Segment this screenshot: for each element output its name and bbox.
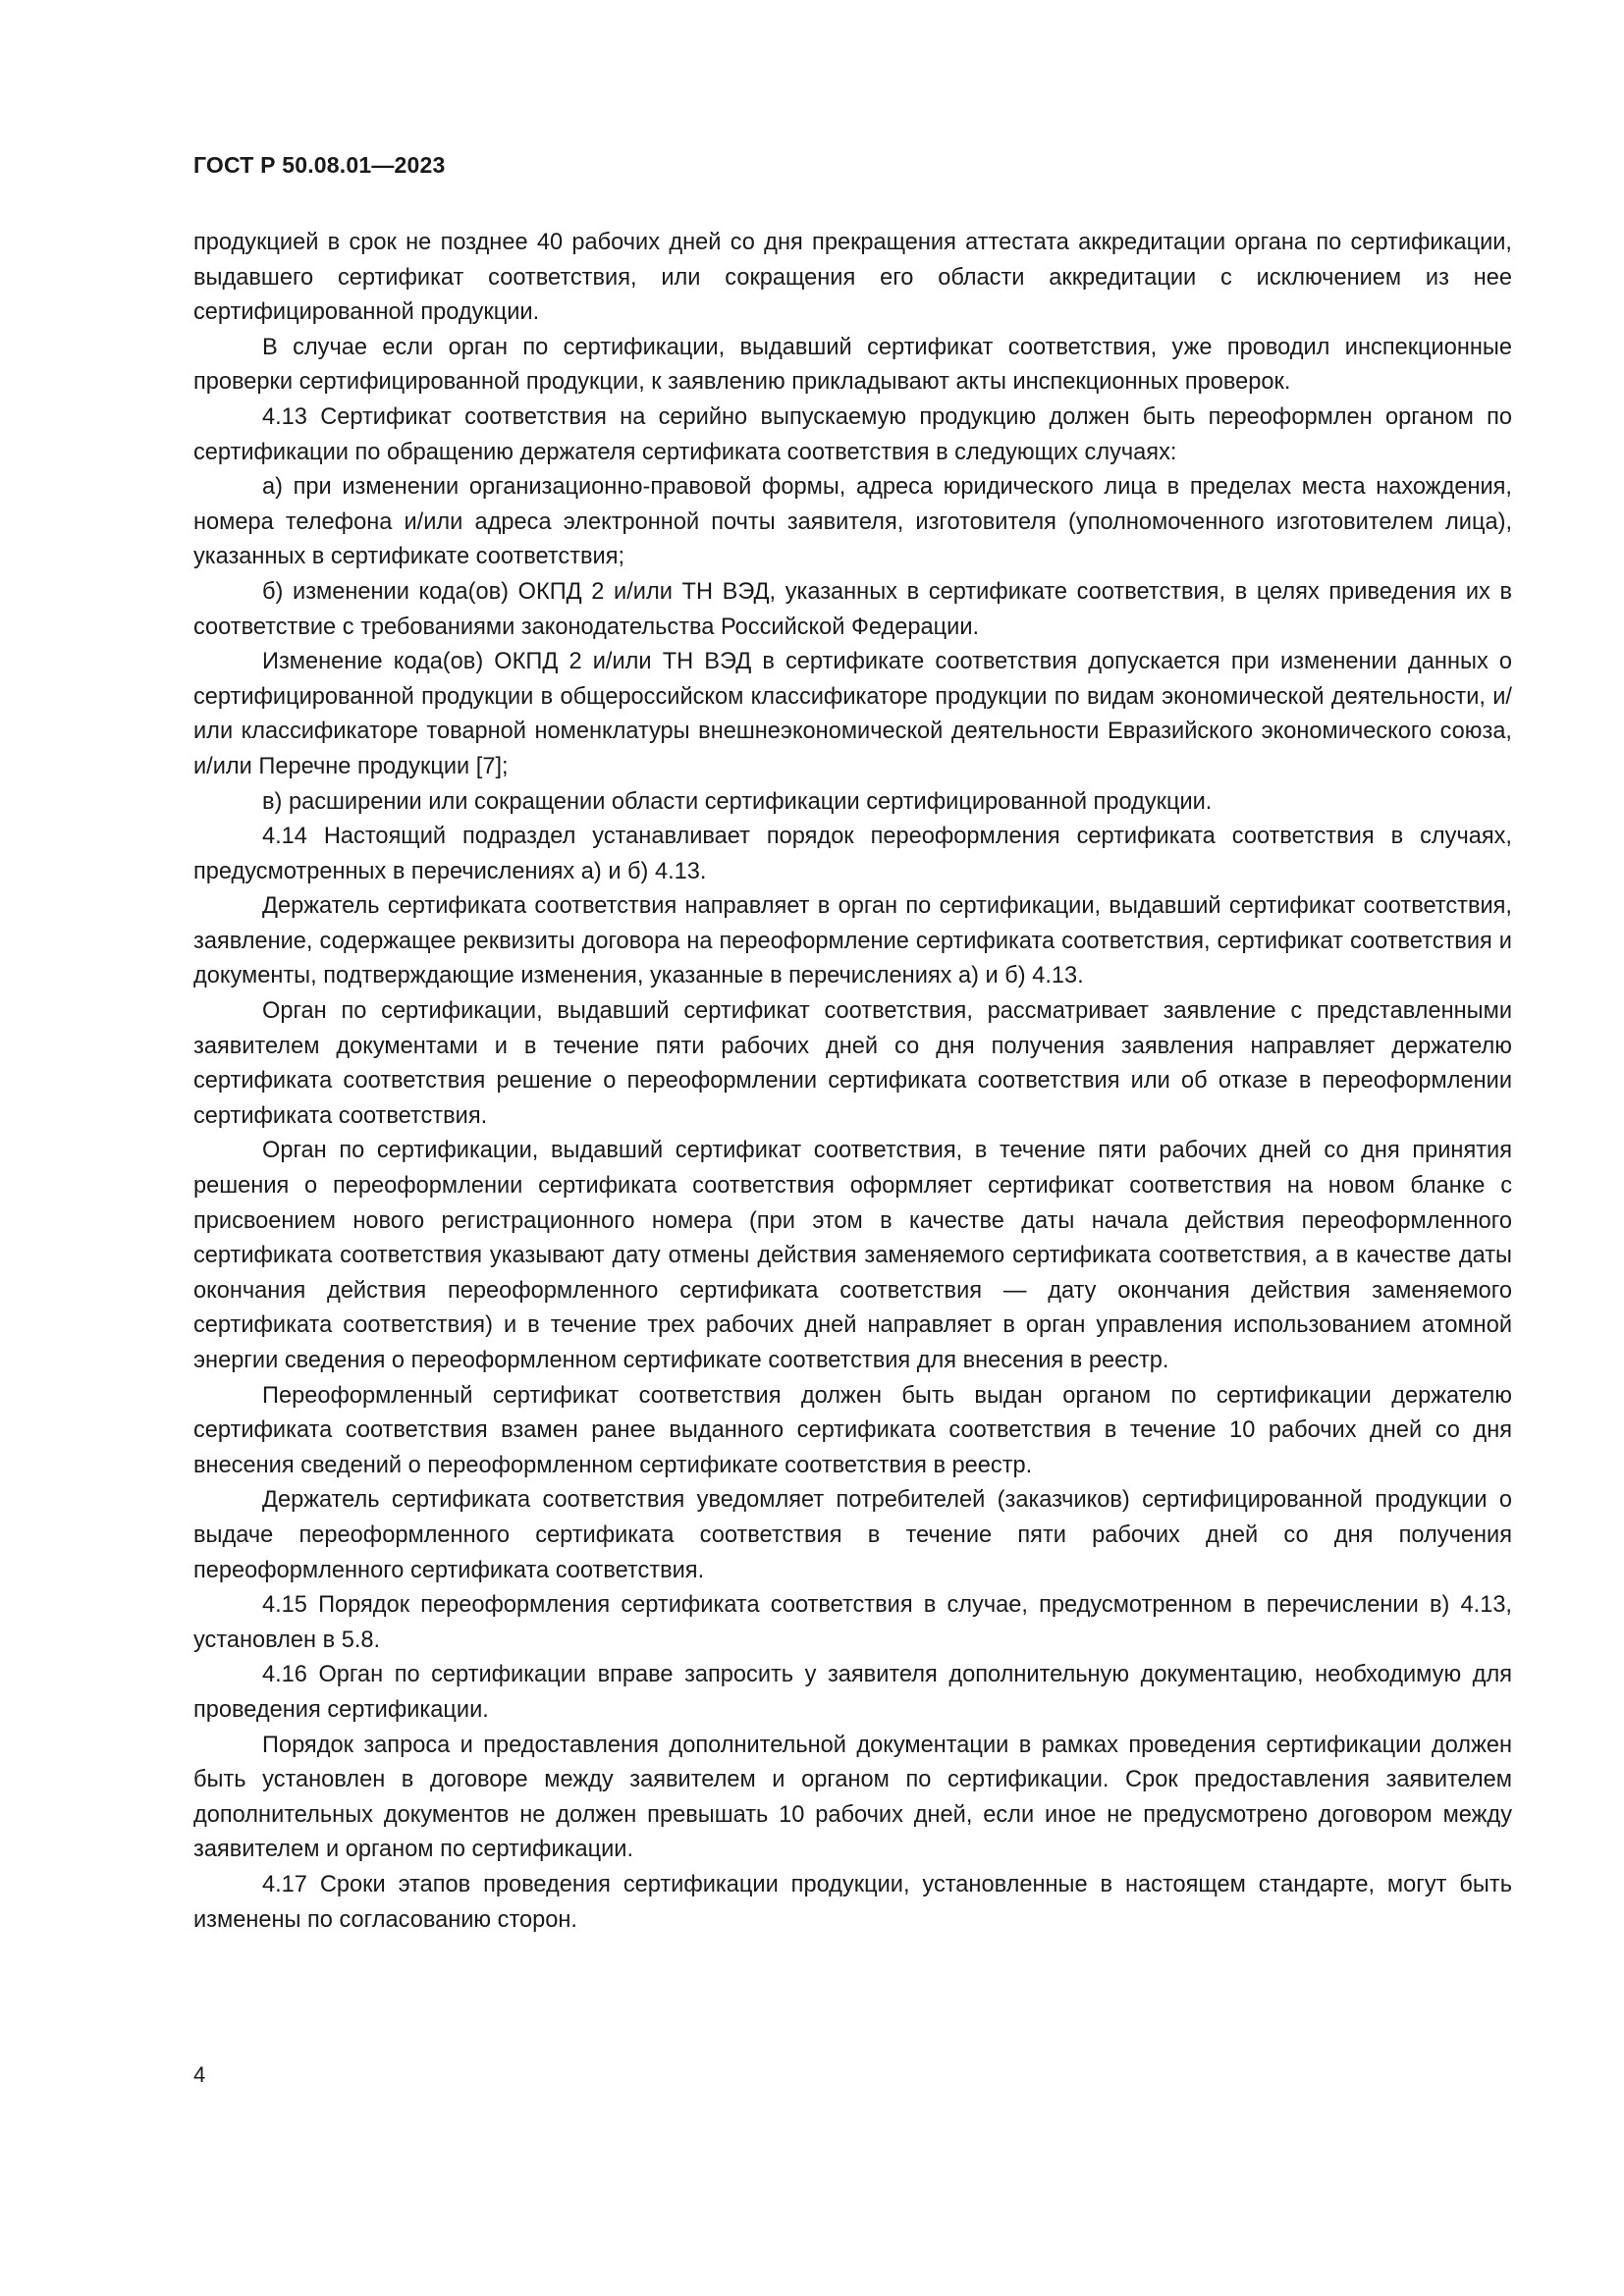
paragraph: Держатель сертификата соответствия уведомляет потребителей (заказчиков) сертифицированной продукции о выдаче переоформленного сертификата соответствия в течение пяти рабочих дней со дня получения переоформленного сертификата соответствия. xyxy=(193,1487,1512,1583)
clause-4-16: 4.16 Орган по сертификации вправе запросить у заявителя дополнительную документацию, необходимую для проведения сертификации. xyxy=(193,1662,1512,1723)
list-item-a: а) при изменении организационно-правовой формы, адреса юридического лица в пределах места нахождения, номера телефона и/или адреса электронной почты заявителя, изготовителя (уполномоченного изготовителем лица), указанных в сертификате соответствия; xyxy=(193,474,1512,570)
paragraph: Изменение кода(ов) ОКПД 2 и/или ТН ВЭД в сертификате соответствия допускается при изменении данных о сертифицированной продукции в общероссийском классификаторе продукции по видам экономической деятельности, и/или классификаторе товарной номенклатуры внешнеэкономической деятельности Евразийского экономического союза, и/или Перечне продукции [7]; xyxy=(193,649,1512,779)
paragraph: продукцией в срок не позднее 40 рабочих дней со дня прекращения аттестата аккредитации органа по сертификации, выдавшего сертификат соответствия, или сокращения его области аккредитации с исключением из нее сертифицированной продукции. xyxy=(193,230,1512,326)
document-body xyxy=(193,226,1512,1938)
paragraph: Порядок запроса и предоставления дополнительной документации в рамках проведения сертификации должен быть установлен в договоре между заявителем и органом по сертификации. Срок предоставления заявителем дополнительных документов не должен превышать 10 рабочих дней, если иное не предусмотрено договором между заявителем и органом по сертификации. xyxy=(193,1732,1512,1863)
paragraph: Орган по сертификации, выдавший сертификат соответствия, в течение пяти рабочих дней со дня принятия решения о переоформлении сертификата соответствия оформляет сертификат соответствия на новом бланке с присвоением нового регистрационного номера (при этом в качестве даты начала действия переоформленного сертификата соответствия указывают дату отмены действия заменяемого сертификата соответствия, а в качестве даты окончания действия переоформленного сертификата соответствия — дату окончания действия заменяемого сертификата соответствия) и в течение трех рабочих дней направляет в орган управления использованием атомной энергии сведения о переоформленном сертификате соответствия для внесения в реестр. xyxy=(193,1138,1512,1373)
list-item-b: б) изменении кода(ов) ОКПД 2 и/или ТН ВЭД, указанных в сертификате соответствия, в целях приведения их в соответствие с требованиями законодательства Российской Федерации. xyxy=(193,578,1512,640)
paragraph: Переоформленный сертификат соответствия должен быть выдан органом по сертификации держателю сертификата соответствия взамен ранее выданного сертификата соответствия в течение 10 рабочих дней со дня внесения сведений о переоформленном сертификате соответствия в реестр. xyxy=(193,1382,1512,1478)
page-number: 4 xyxy=(193,2062,206,2087)
clause-4-13: 4.13 Сертификат соответствия на серийно выпускаемую продукцию должен быть переоформлен органом по сертификации по обращению держателя сертификата соответствия в следующих случаях: xyxy=(193,403,1512,465)
paragraph: В случае если орган по сертификации, выдавший сертификат соответствия, уже проводил инспекционные проверки сертифицированной продукции, к заявлению прикладывают акты инспекционных проверок. xyxy=(193,334,1512,396)
clause-4-17: 4.17 Сроки этапов проведения сертификации продукции, установленные в настоящем стандарте, могут быть изменены по согласованию сторон. xyxy=(193,1871,1512,1933)
clause-4-15: 4.15 Порядок переоформления сертификата соответствия в случае, предусмотренном в перечислении в) 4.13, установлен в 5.8. xyxy=(193,1592,1512,1653)
clause-4-14: 4.14 Настоящий подраздел устанавливает порядок переоформления сертификата соответствия в случаях, предусмотренных в перечислениях а) и б) 4.13. xyxy=(193,824,1512,884)
document-standard-id: ГОСТ Р 50.08.01—2023 xyxy=(193,152,446,178)
list-item-v: в) расширении или сокращении области сертификации сертифицированной продукции. xyxy=(262,788,1213,815)
paragraph: Держатель сертификата соответствия направляет в орган по сертификации, выдавший сертификат соответствия, заявление, содержащее реквизиты договора на переоформление сертификата соответствия, сертификат соответствия и документы, подтверждающие изменения, указанные в перечислениях а) и б) 4.13. xyxy=(193,893,1512,989)
paragraph: Орган по сертификации, выдавший сертификат соответствия, рассматривает заявление с представленными заявителем документами и в течение пяти рабочих дней со дня получения заявления направляет держателю сертификата соответствия решение о переоформлении сертификата соответствия или об отказе в переоформлении сертификата соответствия. xyxy=(193,998,1512,1129)
